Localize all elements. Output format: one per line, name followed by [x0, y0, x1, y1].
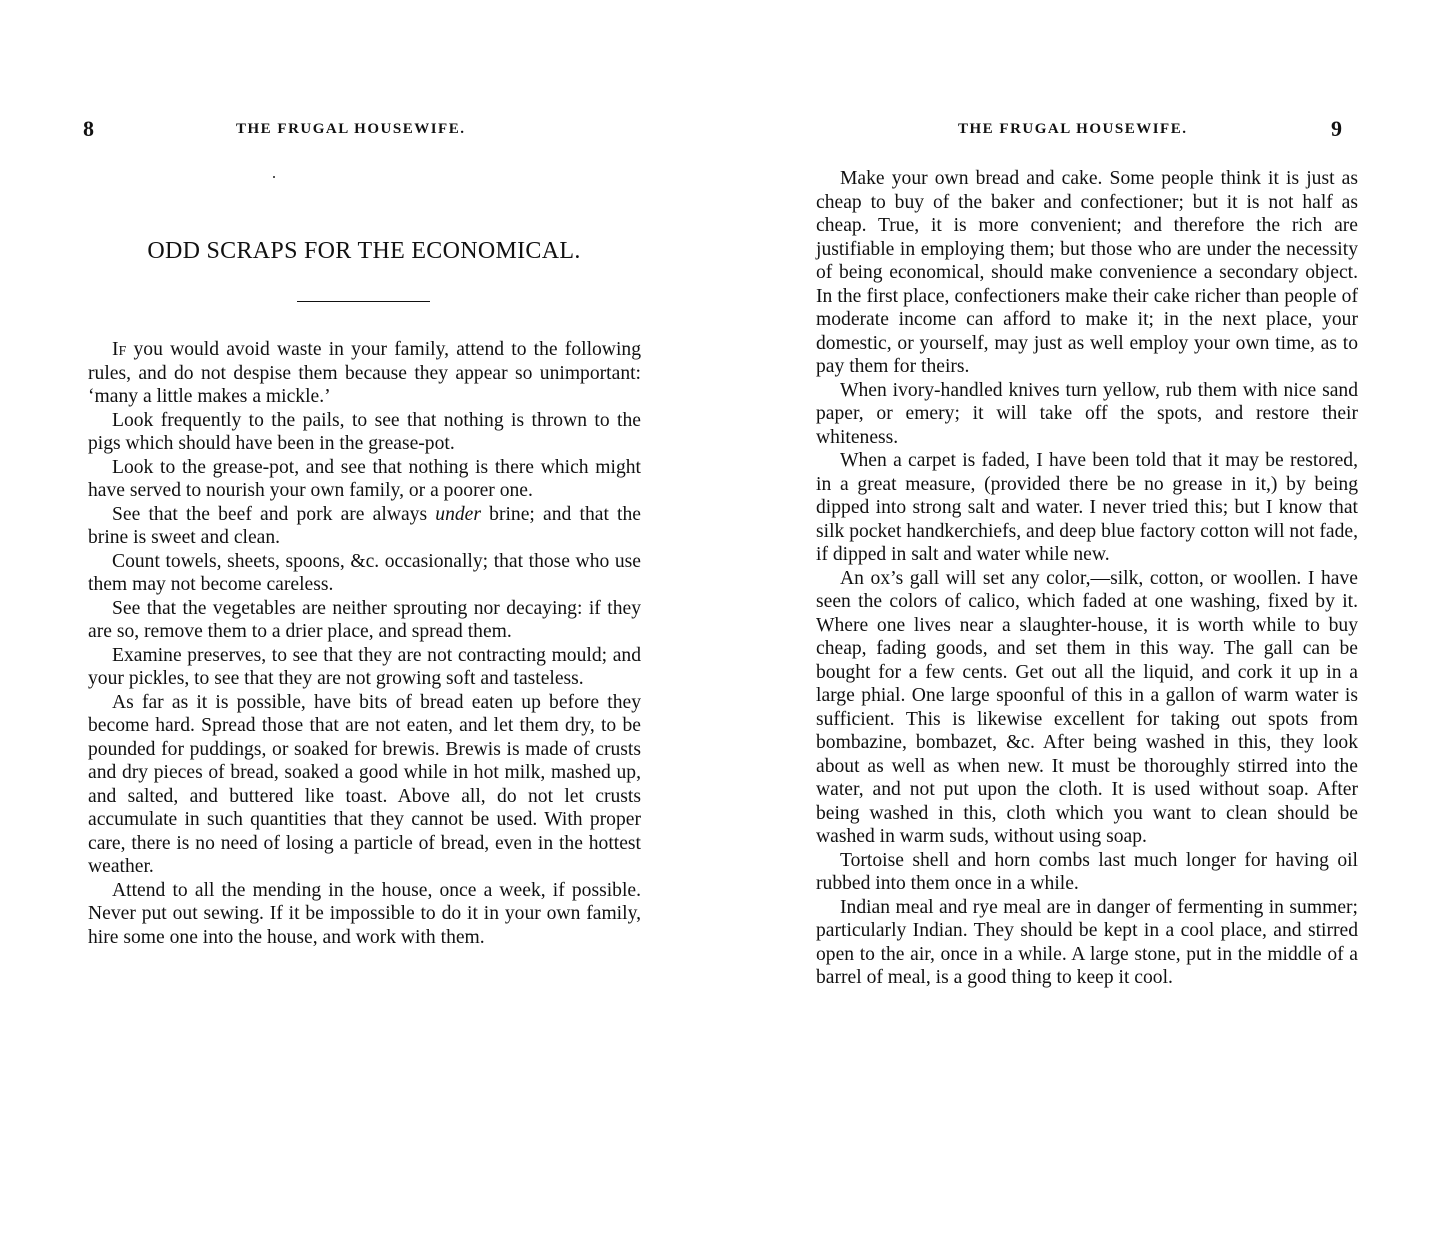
paragraph: Make your own bread and cake. Some people think it is just as cheap to buy of the baker and confectioner; but it is not half as cheap. True, it is more convenient; and therefore the rich are justifiable in employing them; but those who are under the necessity of being economical, should make convenience a secondary object. In the first place, confectioners make their cake richer than people of moderate income can afford to make it; in the next place, your domestic, or yourself, may just as well employ your own time, as to pay them for theirs.	[816, 168, 1358, 377]
drop-lead-word: If	[112, 339, 127, 360]
right-page	[722, 0, 1445, 1233]
paragraph: Look to the grease-pot, and see that nothing is there which might have served to nourish your own family, or a poorer one.	[88, 456, 641, 501]
chapter-title: ODD SCRAPS FOR THE ECONOMICAL.	[147, 238, 581, 264]
title-rule-divider	[297, 301, 430, 302]
paragraph: Tortoise shell and horn combs last much longer for having oil rubbed into them once in a while.	[816, 849, 1358, 894]
paragraph-text: brine; and that the brine is sweet and clean.	[88, 503, 641, 548]
right-page-body	[816, 167, 1358, 990]
paragraph: Attend to all the mending in the house, once a week, if possible. Never put out sewing. If it be impossible to do it in your own family, hire some one into the house, and work with them.	[88, 879, 641, 948]
paragraph: When a carpet is faded, I have been told that it may be restored, in a great measure, (provided there be no grease in it,) by being dipped into strong salt and water. I never tried this; but I know that silk pocket handkerchiefs, and deep blue factory cotton will not fade, if dipped in salt and water while new.	[816, 450, 1358, 565]
paragraph: See that the vegetables are neither sprouting nor decaying: if they are so, remove them to a drier place, and spread them.	[88, 597, 641, 642]
paragraph: Look frequently to the pails, to see that nothing is thrown to the pigs which should have been in the grease-pot.	[88, 409, 641, 454]
page-number: 9	[1331, 116, 1342, 141]
left-page-body	[88, 338, 641, 949]
paragraph: Examine preserves, to see that they are not contracting mould; and your pickles, to see that they are not growing soft and tasteless.	[88, 644, 641, 689]
paragraph-text: you would avoid waste in your family, attend to the following rules, and do not despise them because they appear so unimportant: ‘many a little makes a mickle.’	[88, 339, 641, 407]
running-head: THE FRUGAL HOUSEWIFE.	[958, 121, 1188, 137]
emphasized-word: under	[435, 503, 481, 525]
paragraph	[88, 503, 641, 550]
paragraph	[88, 338, 641, 409]
paragraph: An ox’s gall will set any color,—silk, cotton, or woollen. I have seen the colors of calico, which faded at one washing, fixed by it. Where one lives near a slaughter-house, it is worth while to buy cheap, fading goods, and set them in this way. The gall can be bought for a few cents. Get out all the liquid, and cork it up in a large phial. One large spoonful of this in a gallon of warm water is sufficient. This is likewise excellent for taking out spots from bombazine, bombazet, &c. After being washed in this, they look about as well as when new. It must be thoroughly stirred into the water, and not put upon the cloth. It is used without soap. After being washed in this, cloth which you want to clean should be washed in warm suds, without using soap.	[816, 567, 1358, 847]
paragraph-text: See that the beef and pork are always	[112, 503, 436, 525]
paragraph: Count towels, sheets, spoons, &c. occasionally; that those who use them may not become careless.	[88, 550, 641, 595]
paragraph: When ivory-handled knives turn yellow, rub them with nice sand paper, or emery; it will take off the spots, and restore their whiteness.	[816, 379, 1358, 448]
left-page	[0, 0, 722, 1233]
ink-speck	[273, 176, 275, 178]
page-number: 8	[83, 116, 94, 141]
paragraph: As far as it is possible, have bits of bread eaten up before they become hard. Spread those that are not eaten, and let them dry, to be pounded for puddings, or soaked for brewis. Brewis is made of crusts and dry pieces of bread, soaked a good while in hot milk, mashed up, and salted, and buttered like toast. Above all, do not let crusts accumulate in such quantities that they cannot be used. With proper care, there is no need of losing a particle of bread, even in the hottest weather.	[88, 691, 641, 877]
paragraph: Indian meal and rye meal are in danger of fermenting in summer; particularly Indian. They should be kept in a cool place, and stirred open to the air, once in a while. A large stone, put in the middle of a barrel of meal, is a good thing to keep it cool.	[816, 896, 1358, 988]
running-head: THE FRUGAL HOUSEWIFE.	[236, 121, 466, 137]
